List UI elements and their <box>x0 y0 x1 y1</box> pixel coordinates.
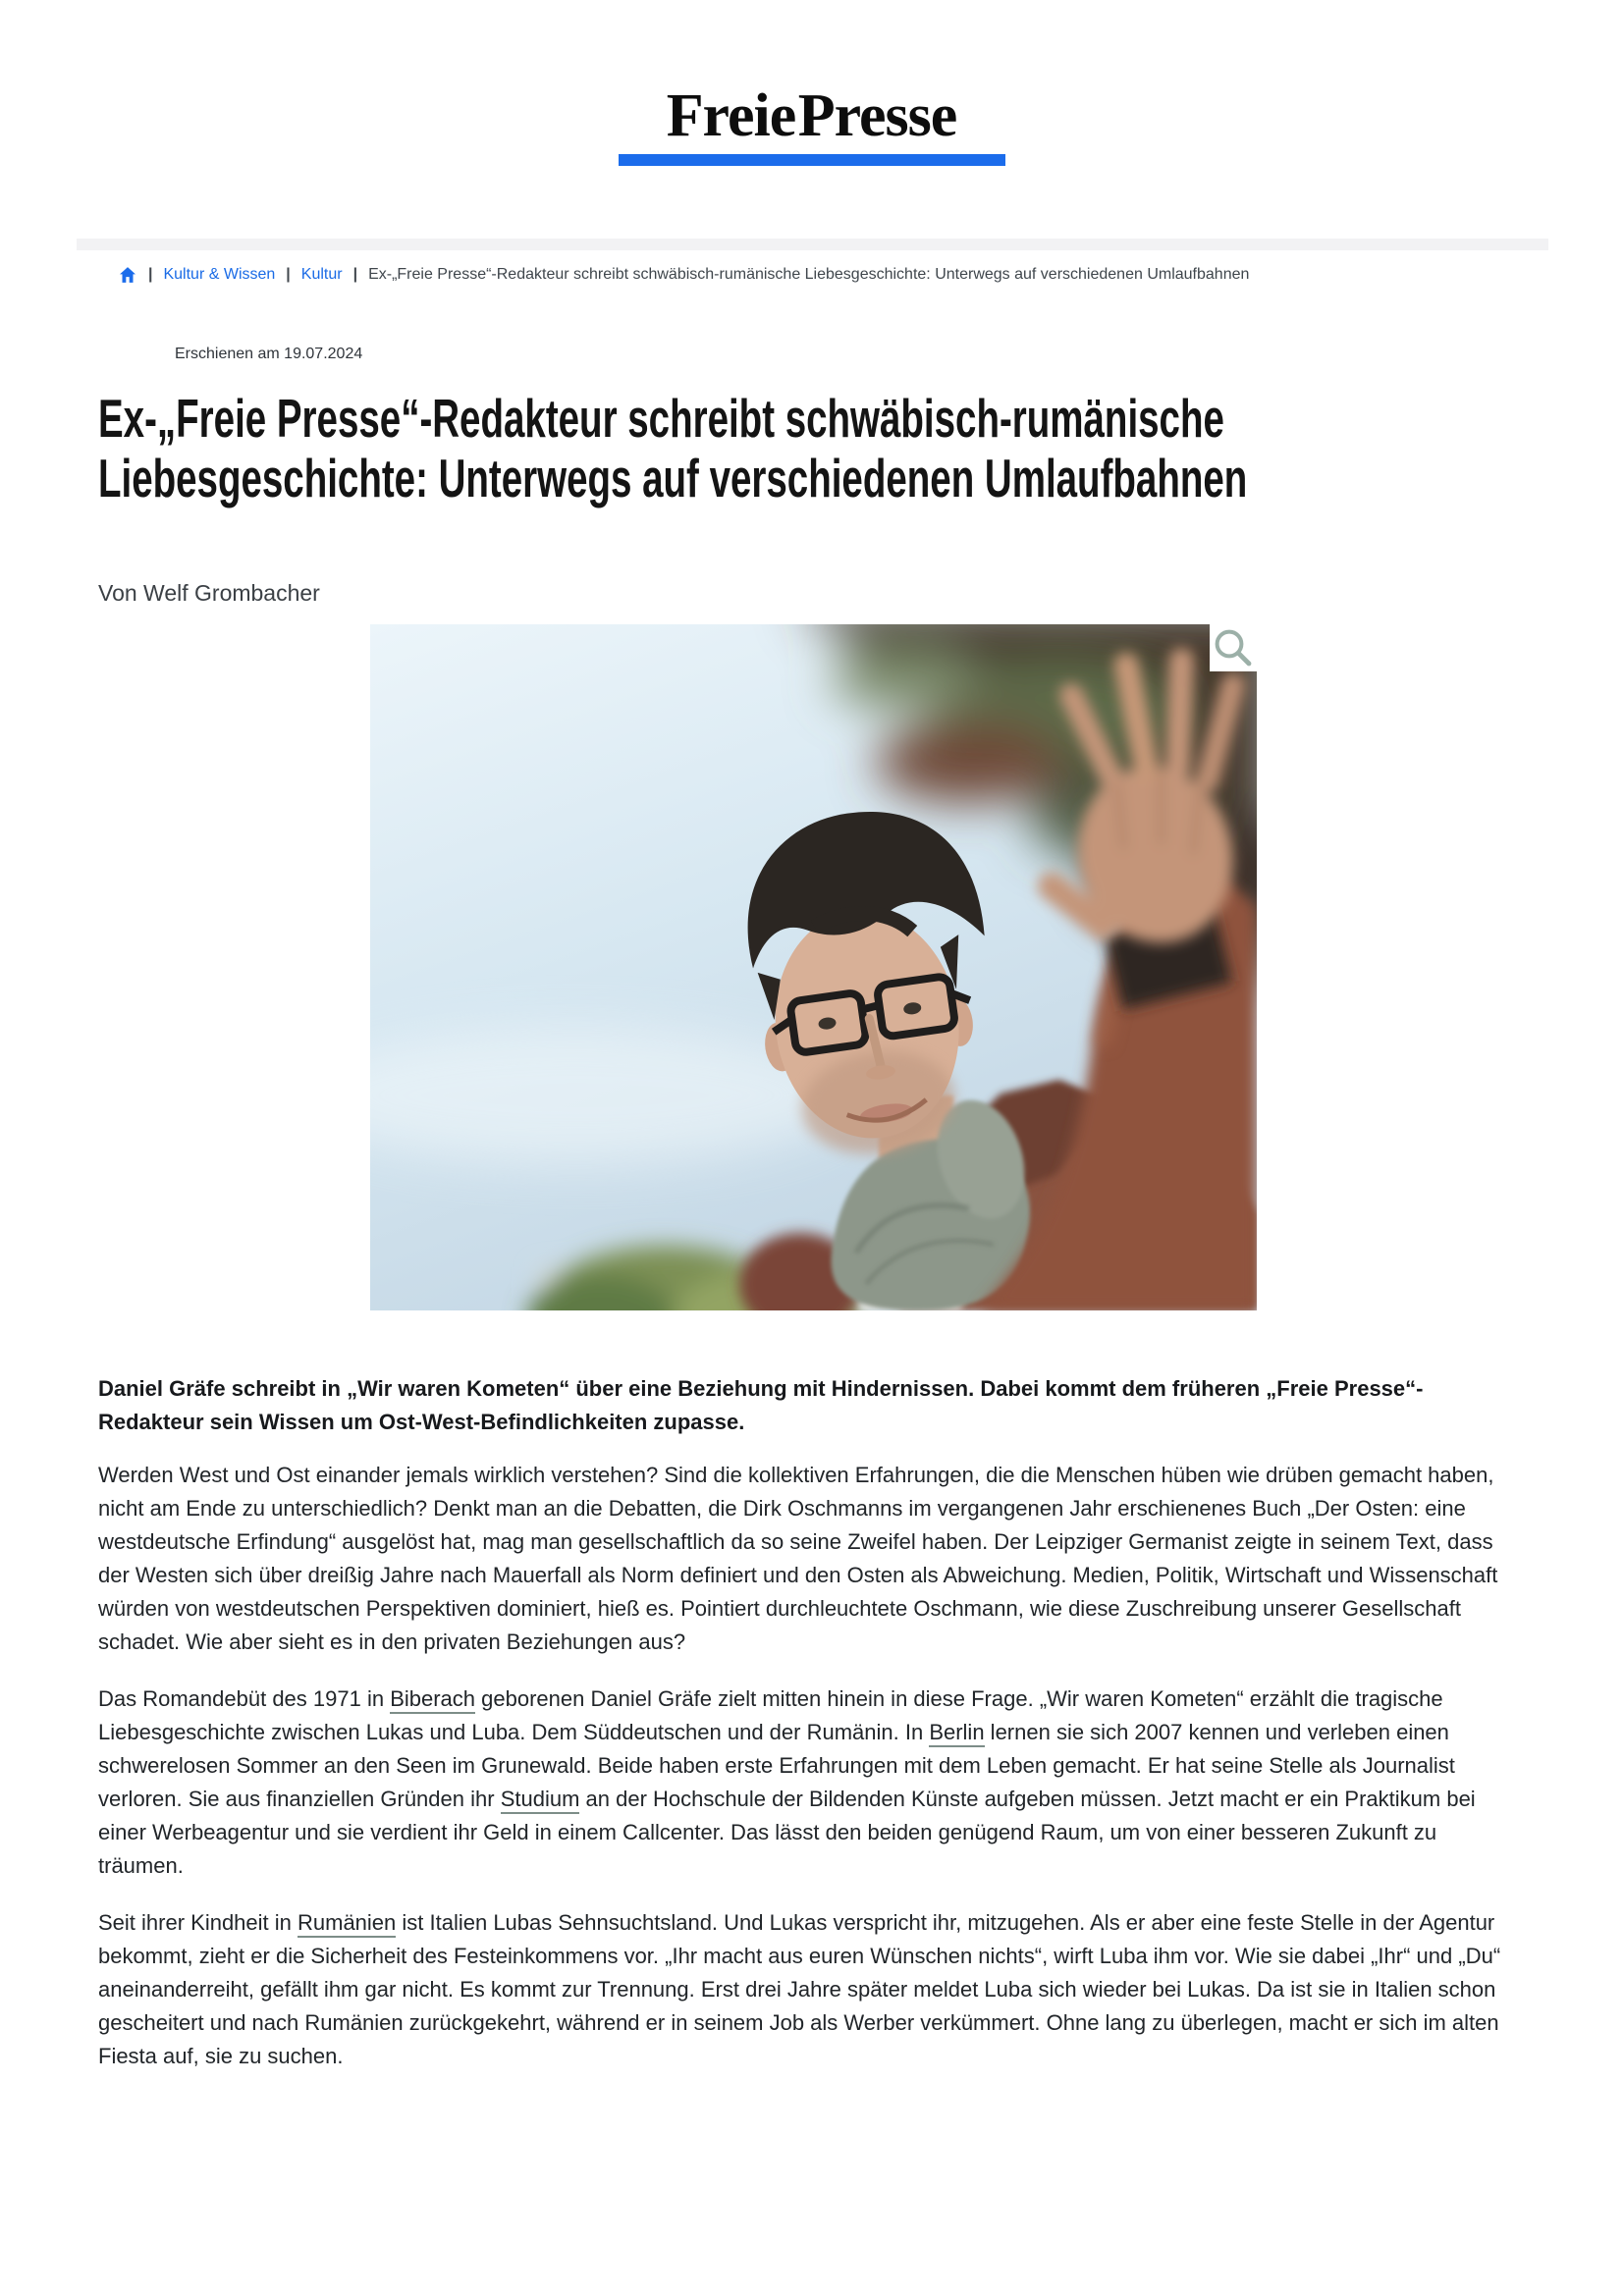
breadcrumb-separator: | <box>148 266 153 283</box>
top-divider-band <box>77 239 1548 250</box>
article-paragraph <box>98 1682 1519 1883</box>
masthead <box>0 84 1623 166</box>
article-headline: Ex-„Freie Presse“-Redakteur schreibt schwäbisch-rumänische Liebesgeschichte: Unterwegs auf verschiedenen Umlaufbahnen <box>98 388 1248 508</box>
paragraph-text: geborenen Daniel Gräfe zielt mitten hinein in diese Frage. „Wir waren Kometen“ erzählt die tragische Liebesgeschichte zwischen Lukas und Luba. Dem Süddeutschen und der Rumänin. In <box>98 1686 1443 1744</box>
inline-link[interactable]: Berlin <box>929 1720 984 1747</box>
article-photo[interactable] <box>370 624 1257 1310</box>
breadcrumb <box>118 265 1551 285</box>
paragraph-text: Das Romandebüt des 1971 in <box>98 1686 391 1711</box>
paragraph-text: an der Hochschule der Bildenden Künste aufgeben müssen. Jetzt macht er ein Praktikum bei einer Werbeagentur und sie verdient ihr Geld in einem Callcenter. Das lässt den beiden genügend Raum, um von einer besseren Zukunft zu träumen. <box>98 1787 1476 1878</box>
paragraph-text: Werden West und Ost einander jemals wirklich verstehen? Sind die kollektiven Erfahrungen, die die Menschen hüben wie drüben gemacht haben, nicht am Ende zu unterschiedlich? Denkt man an die Debatten, die Dirk Oschmanns im vergangenen Jahr erschienenes Buch „Der Osten: eine westdeutsche Erfindung“ ausgelöst hat, mag man gesellschaftlich da so seine Zweifel haben. Der Leipziger Germanist zeigte in seinem Text, dass der Westen sich über dreißig Jahre nach Mauerfall als Norm definiert und den Osten als Abweichung. Medien, Politik, Wirtschaft und Wissenschaft würden von westdeutschen Perspektiven dominiert, hieß es. Pointiert durchleuchtete Oschmann, wie diese Zuschreibung unserer Gesellschaft schadet. Wie aber sieht es in den privaten Beziehungen aus? <box>98 1463 1498 1654</box>
photo-illustration <box>370 624 1257 1310</box>
article-paragraph <box>98 1906 1519 2073</box>
breadcrumb-separator: | <box>352 266 358 283</box>
breadcrumb-separator: | <box>286 266 291 283</box>
paragraph-text: ist Italien Lubas Sehnsuchtsland. Und Lukas verspricht ihr, mitzugehen. Als er aber eine feste Stelle in der Agentur bekommt, zieht er die Sicherheit des Festeinkommens vor. „Ihr macht aus euren Wünschen nichts“, wirft Luba ihm vor. Wie sie dabei „Ihr“ und „Du“ aneinanderreiht, gefällt ihm gar nicht. Es kommt zur Trennung. Erst drei Jahre später meldet Luba sich wieder bei Lukas. Da ist sie in Italien schon gescheitert und nach Rumänien zurückgekehrt, während er in seinem Job als Werber verkümmert. Ohne lang zu überlegen, macht er sich im alten Fiesta auf, sie zu suchen. <box>98 1910 1501 2068</box>
author-byline: Von Welf Grombacher <box>98 580 320 606</box>
inline-link[interactable]: Rumänien <box>298 1910 396 1938</box>
magnifier-icon <box>1210 624 1257 671</box>
freie-presse-logo[interactable]: Freie Presse <box>666 82 957 149</box>
publish-date: Erschienen am 19.07.2024 <box>175 346 363 362</box>
paragraph-text: Seit ihrer Kindheit in <box>98 1910 298 1935</box>
inline-link[interactable]: Biberach <box>390 1686 475 1714</box>
paragraph-text: lernen sie sich 2007 kennen und verleben einen schwerelosen Sommer an den Seen im Grunewald. Beide haben erste Erfahrungen mit dem Leben gemacht. Er hat seine Stelle als Journalist verloren. Sie aus finanziellen Gründen ihr <box>98 1720 1455 1811</box>
article-lede: Daniel Gräfe schreibt in „Wir waren Kometen“ über eine Beziehung mit Hindernissen. Dabei kommt dem früheren „Freie Presse“-Redakteur sein Wissen um Ost-West-Befindlichkeiten zupasse. <box>98 1376 1424 1434</box>
home-icon[interactable] <box>118 265 137 285</box>
breadcrumb-items <box>148 266 1249 284</box>
article-paragraph <box>98 1459 1519 1659</box>
breadcrumb-link[interactable]: Kultur <box>300 266 343 283</box>
breadcrumb-current: Ex-„Freie Presse“-Redakteur schreibt schwäbisch-rumänische Liebesgeschichte: Unterwegs auf verschiedenen Umlaufbahnen <box>368 266 1250 283</box>
logo-underline-bar <box>619 154 1005 166</box>
breadcrumb-link[interactable]: Kultur & Wissen <box>163 266 276 283</box>
article-paragraphs <box>98 1459 1519 2097</box>
inline-link[interactable]: Studium <box>501 1787 580 1814</box>
image-zoom-button[interactable] <box>1210 624 1257 671</box>
